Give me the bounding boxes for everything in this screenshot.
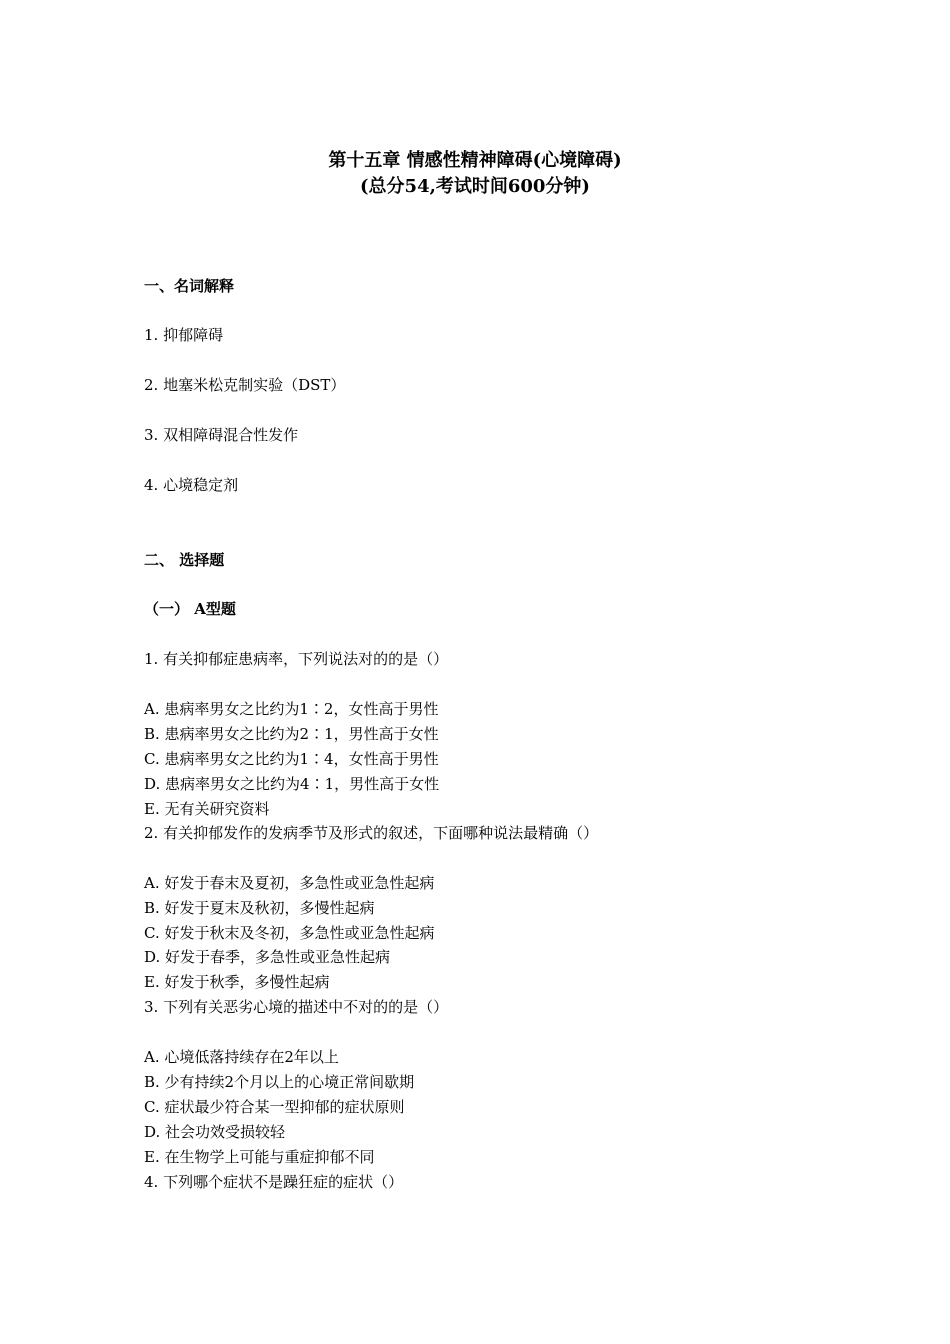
subsection-heading-type-a: （一） A型题 xyxy=(144,600,236,618)
definition-item: 2. 地塞米松克制实验（DST） xyxy=(144,376,346,394)
definition-item: 3. 双相障碍混合性发作 xyxy=(144,426,299,444)
question-option: A. 心境低落持续存在2年以上 xyxy=(144,1048,339,1066)
question-stem: 1. 有关抑郁症患病率，下列说法对的的是（） xyxy=(144,650,449,668)
question-option: B. 少有持续2个月以上的心境正常间歇期 xyxy=(144,1073,415,1091)
section-heading-choice: 二、 选择题 xyxy=(144,551,225,569)
question-option: D. 好发于春季，多急性或亚急性起病 xyxy=(144,948,391,966)
question-option: C. 好发于秋末及冬初，多急性或亚急性起病 xyxy=(144,924,435,942)
question-option: D. 患病率男女之比约为4∶1，男性高于女性 xyxy=(144,775,440,793)
question-option: D. 社会功效受损较轻 xyxy=(144,1123,286,1141)
document-title: 第十五章 情感性精神障碍(心境障碍) xyxy=(328,150,622,171)
question-option: B. 患病率男女之比约为2∶1，男性高于女性 xyxy=(144,725,439,743)
question-stem: 2. 有关抑郁发作的发病季节及形式的叙述，下面哪种说法最精确（） xyxy=(144,824,599,842)
question-stem: 3. 下列有关恶劣心境的描述中不对的的是（） xyxy=(144,998,449,1016)
section-heading-definitions: 一、名词解释 xyxy=(144,277,235,295)
document-subtitle: (总分54,考试时间600分钟) xyxy=(360,176,590,197)
question-option: E. 在生物学上可能与重症抑郁不同 xyxy=(144,1148,375,1166)
question-option: C. 患病率男女之比约为1∶4，女性高于男性 xyxy=(144,750,439,768)
question-option: B. 好发于夏末及秋初，多慢性起病 xyxy=(144,899,375,917)
definition-item: 1. 抑郁障碍 xyxy=(144,326,224,344)
question-option: A. 好发于春末及夏初，多急性或亚急性起病 xyxy=(144,874,435,892)
definition-item: 4. 心境稳定剂 xyxy=(144,476,239,494)
question-option: A. 患病率男女之比约为1∶2，女性高于男性 xyxy=(144,700,439,718)
question-option: E. 无有关研究资料 xyxy=(144,800,270,818)
question-option: E. 好发于秋季，多慢性起病 xyxy=(144,973,330,991)
question-stem: 4. 下列哪个症状不是躁狂症的症状（） xyxy=(144,1173,404,1191)
question-option: C. 症状最少符合某一型抑郁的症状原则 xyxy=(144,1098,405,1116)
